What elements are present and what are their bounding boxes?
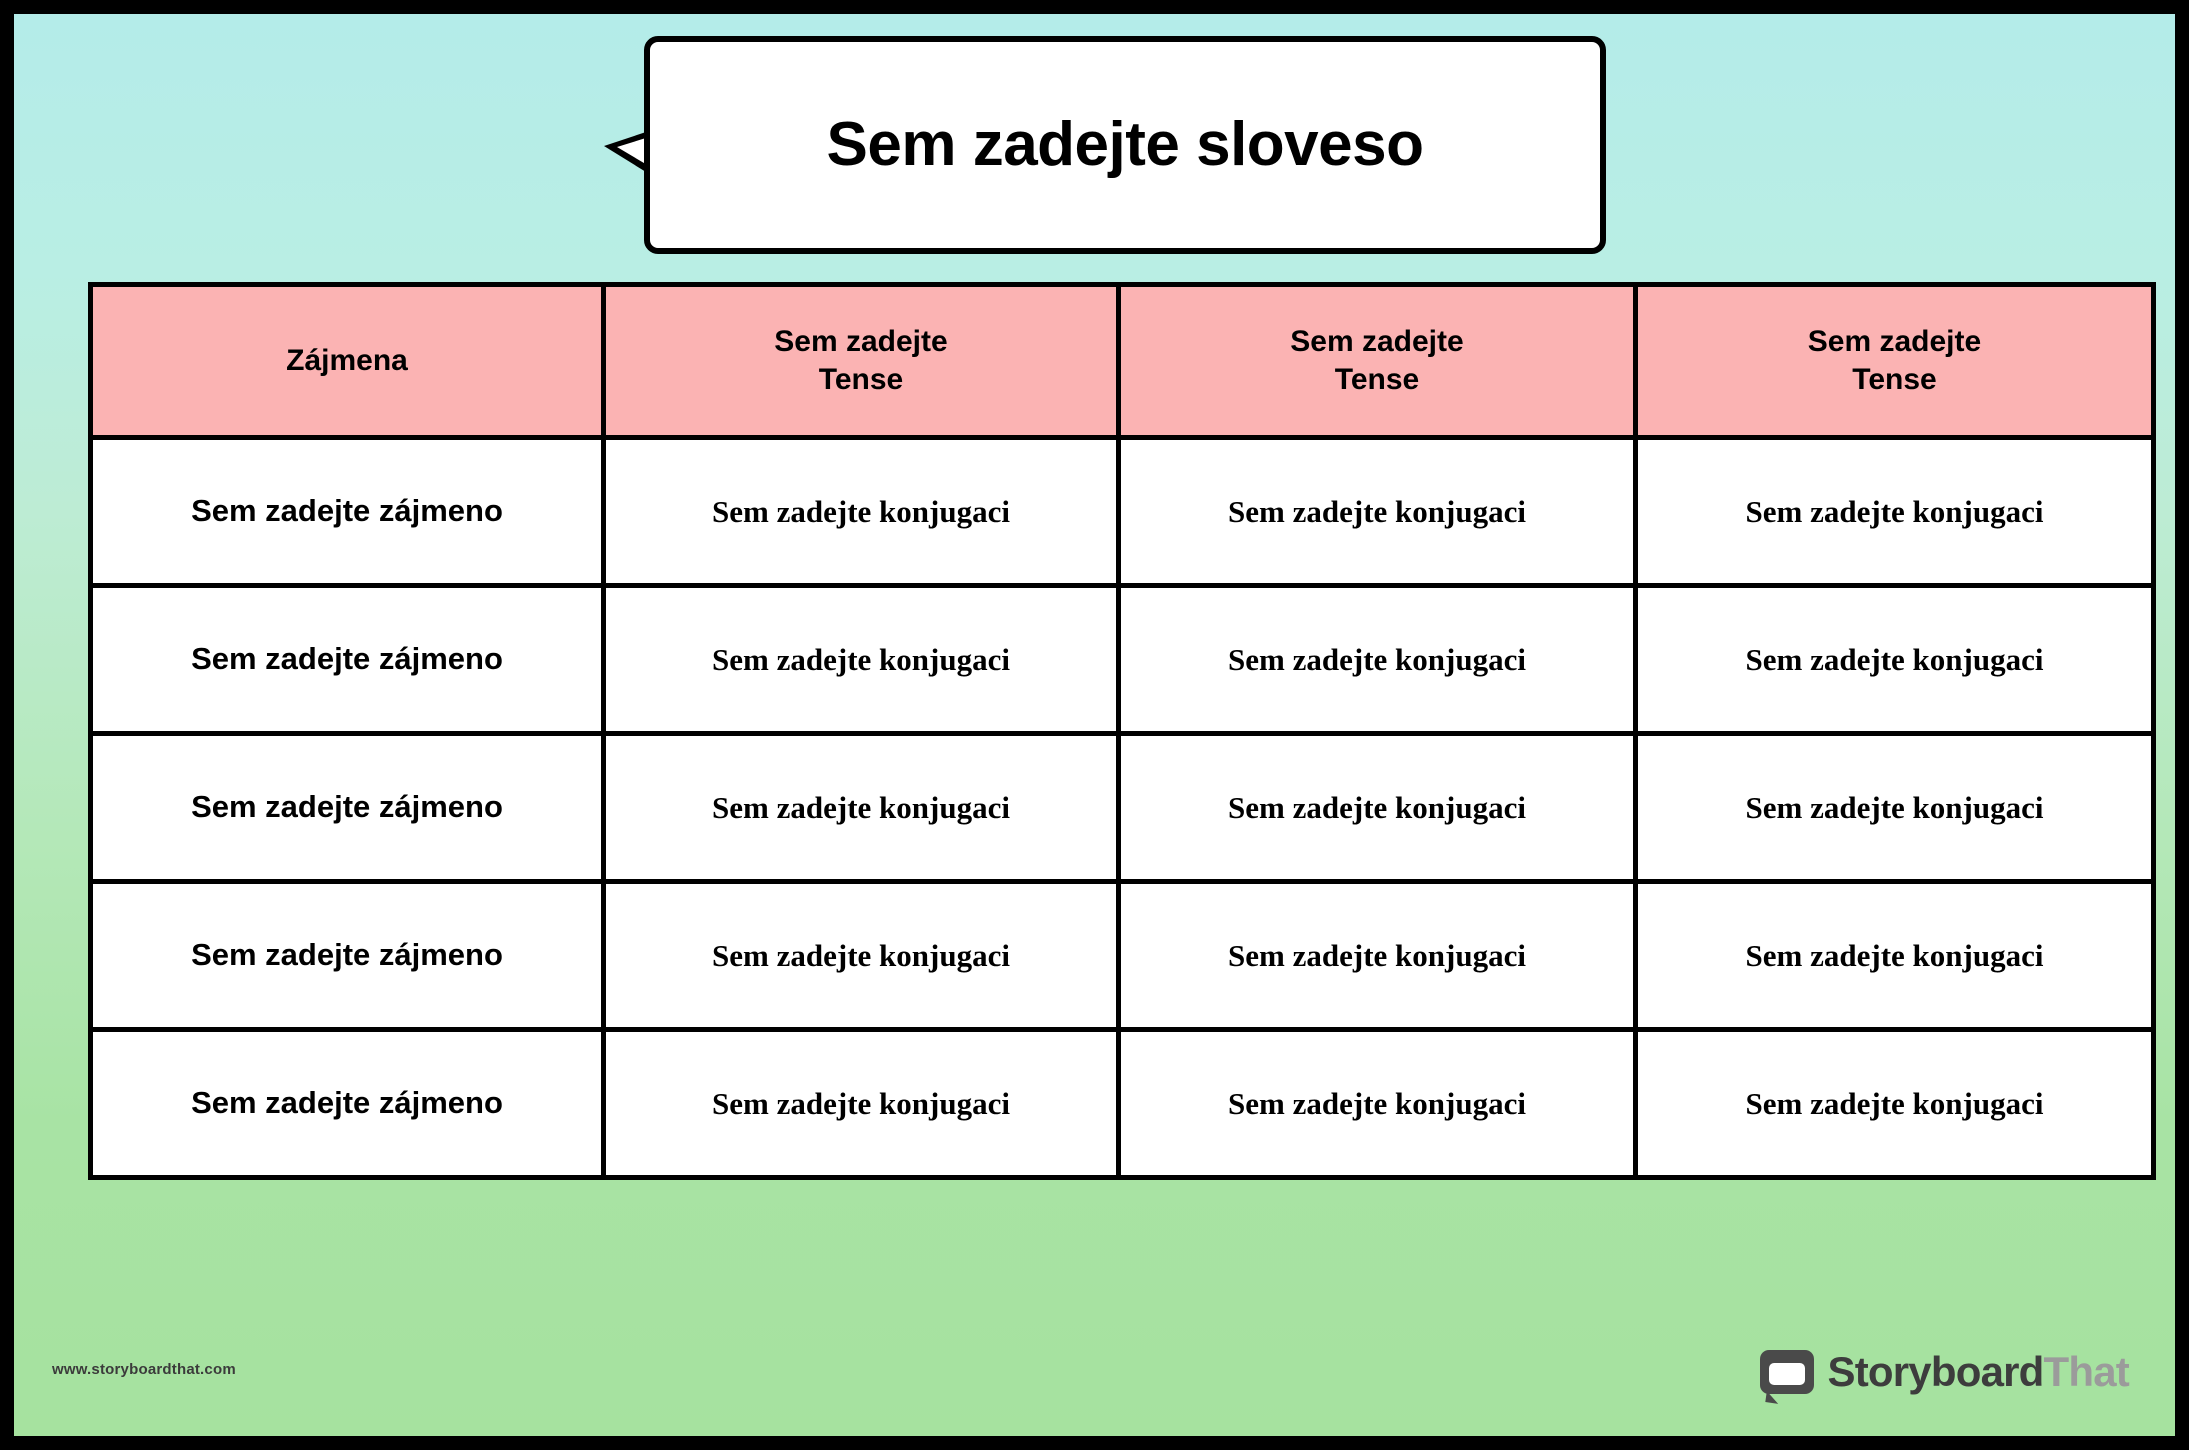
column-header-pronouns-line1: Zájmena xyxy=(286,343,408,377)
column-header-tense-1-line1: Sem zadejte xyxy=(774,324,948,358)
conjugation-cell[interactable]: Sem zadejte konjugaci xyxy=(606,1032,1116,1175)
title-speech-bubble[interactable] xyxy=(644,36,1606,254)
conjugation-cell[interactable]: Sem zadejte konjugaci xyxy=(1121,736,1633,879)
conjugation-cell[interactable]: Sem zadejte konjugaci xyxy=(606,736,1116,879)
pronoun-cell[interactable]: Sem zadejte zájmeno xyxy=(93,1032,601,1175)
table-row xyxy=(93,588,2151,731)
conjugation-cell[interactable]: Sem zadejte konjugaci xyxy=(1638,884,2151,1027)
conjugation-cell[interactable]: Sem zadejte konjugaci xyxy=(606,440,1116,583)
pronoun-cell[interactable]: Sem zadejte zájmeno xyxy=(93,736,601,879)
column-header-tense-3[interactable] xyxy=(1638,287,2151,435)
brand-wordmark xyxy=(1828,1348,2130,1396)
brand-logo xyxy=(1760,1348,2130,1396)
conjugation-cell[interactable]: Sem zadejte konjugaci xyxy=(606,588,1116,731)
page-title: Sem zadejte sloveso xyxy=(826,109,1424,179)
site-url: www.storyboardthat.com xyxy=(52,1361,236,1378)
table-row xyxy=(93,736,2151,879)
brand-wordmark-part1: Storyboard xyxy=(1827,1348,2044,1395)
table-header-row xyxy=(93,287,2151,435)
pronoun-cell[interactable]: Sem zadejte zájmeno xyxy=(93,588,601,731)
column-header-tense-3-line2: Tense xyxy=(1852,363,1937,396)
conjugation-cell[interactable]: Sem zadejte konjugaci xyxy=(1638,588,2151,731)
table-body xyxy=(93,440,2151,1175)
speech-bubble-icon xyxy=(1760,1350,1814,1394)
conjugation-cell[interactable]: Sem zadejte konjugaci xyxy=(1638,440,2151,583)
table-row xyxy=(93,884,2151,1027)
speech-bubble-body[interactable] xyxy=(644,36,1606,254)
conjugation-cell[interactable]: Sem zadejte konjugaci xyxy=(1121,588,1633,731)
column-header-tense-3-line1: Sem zadejte xyxy=(1807,324,1982,358)
conjugation-table-wrapper xyxy=(88,282,2131,1180)
column-header-tense-2[interactable] xyxy=(1121,287,1633,435)
column-header-tense-1-line2: Tense xyxy=(818,363,904,396)
conjugation-cell[interactable]: Sem zadejte konjugaci xyxy=(1638,1032,2151,1175)
table-header xyxy=(93,287,2151,435)
conjugation-cell[interactable]: Sem zadejte konjugaci xyxy=(1638,736,2151,879)
column-header-pronouns[interactable] xyxy=(93,287,601,435)
conjugation-cell[interactable]: Sem zadejte konjugaci xyxy=(606,884,1116,1027)
conjugation-cell[interactable]: Sem zadejte konjugaci xyxy=(1121,884,1633,1027)
pronoun-cell[interactable]: Sem zadejte zájmeno xyxy=(93,884,601,1027)
column-header-tense-1[interactable] xyxy=(606,287,1116,435)
column-header-tense-2-line1: Sem zadejte xyxy=(1290,324,1464,358)
conjugation-table xyxy=(88,282,2156,1180)
column-header-tense-2-line2: Tense xyxy=(1334,363,1420,396)
conjugation-cell[interactable]: Sem zadejte konjugaci xyxy=(1121,1032,1633,1175)
table-row xyxy=(93,1032,2151,1175)
conjugation-cell[interactable]: Sem zadejte konjugaci xyxy=(1121,440,1633,583)
pronoun-cell[interactable]: Sem zadejte zájmeno xyxy=(93,440,601,583)
table-row xyxy=(93,440,2151,583)
brand-wordmark-part2: That xyxy=(2043,1348,2129,1395)
